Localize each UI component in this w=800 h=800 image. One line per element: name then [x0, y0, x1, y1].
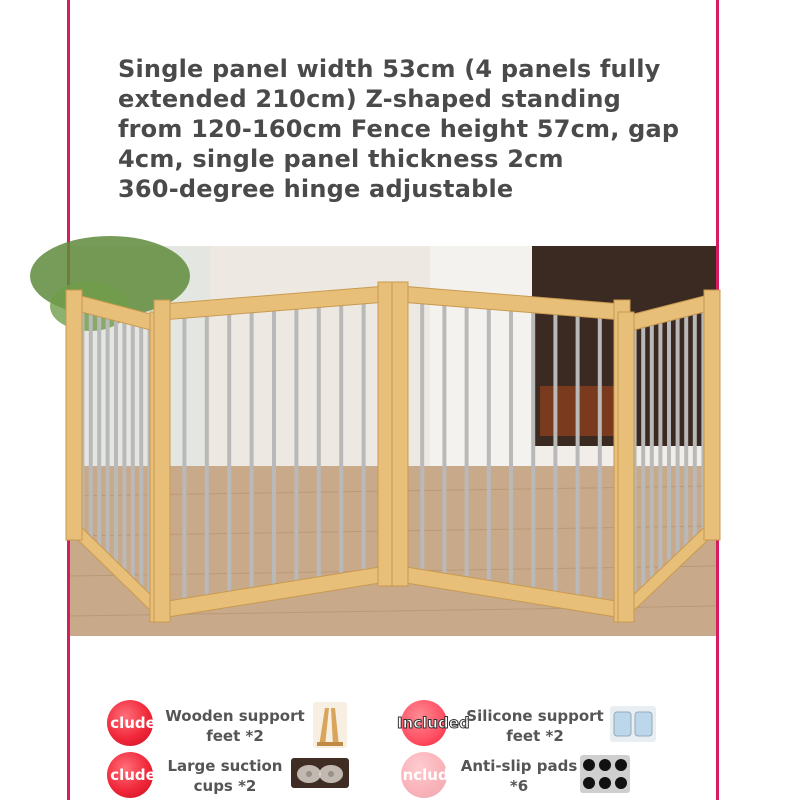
feature-label-suction-cups: Large suction cups *2 [167, 757, 283, 795]
included-badge: Included [401, 700, 447, 746]
feature-label-anti-slip-pads: Anti-slip pads *6 [460, 757, 578, 795]
fence-product-photo [70, 246, 716, 636]
included-badge: Included [401, 752, 447, 798]
included-badge: clude [107, 752, 153, 798]
included-badge: clude [107, 700, 153, 746]
wooden-feet-icon [313, 702, 347, 748]
feature-label-wooden-feet: Wooden support feet *2 [165, 707, 305, 745]
suction-cup-icon [291, 758, 349, 788]
product-spec-text: Single panel width 53cm (4 panels fully extended 210cm) Z-shaped standing from 120-160cm Fence height 57cm, gap 4cm, single panel thickness 2cm 360-degree hinge adjustable [118, 55, 680, 203]
anti-slip-pads-icon [580, 755, 630, 793]
silicone-feet-icon [610, 706, 656, 742]
feature-label-silicone-feet: Silicone support feet *2 [466, 707, 604, 745]
